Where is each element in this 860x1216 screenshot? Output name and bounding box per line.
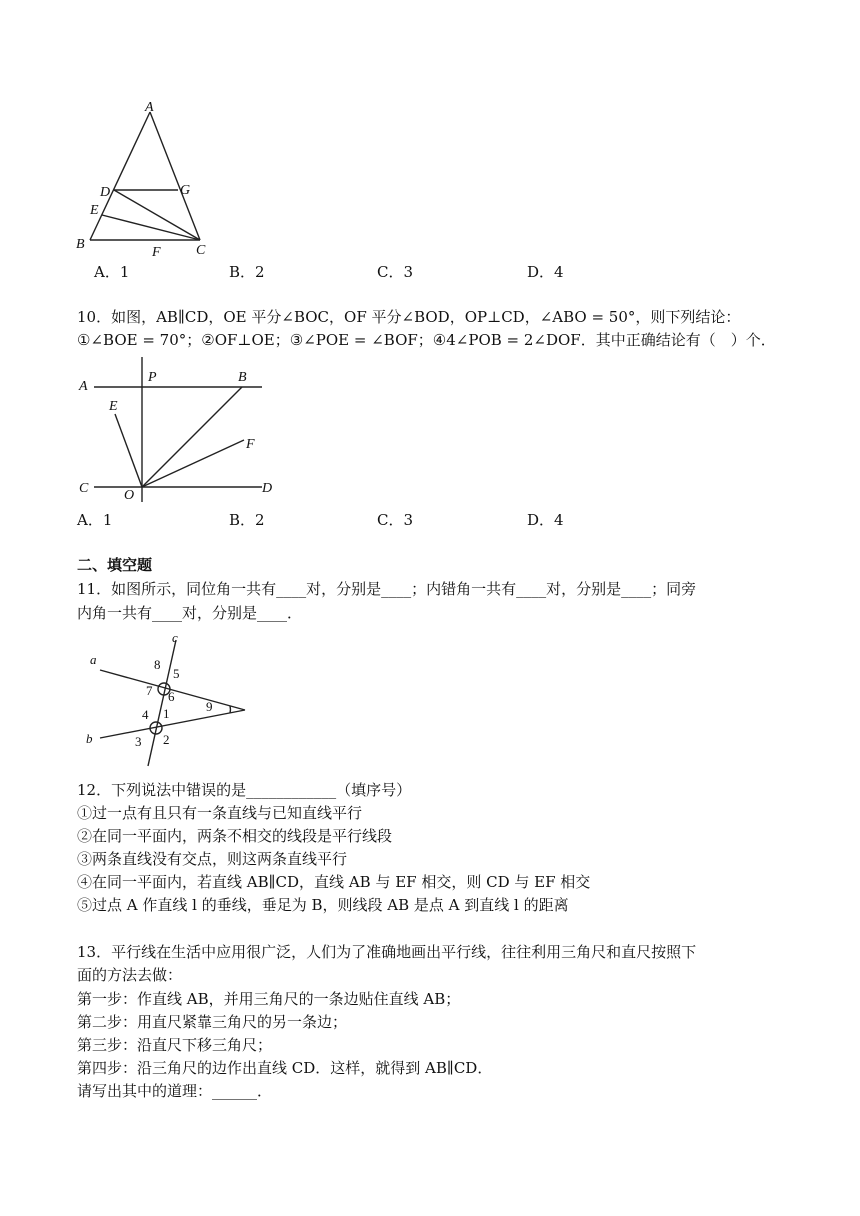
q11-label-6: 6 bbox=[168, 689, 175, 704]
q9-label-G: G bbox=[180, 183, 191, 198]
q10-figure bbox=[72, 352, 292, 512]
q13-stem-line2: 面的方法去做： bbox=[77, 966, 183, 984]
q9-option-d: D．4 bbox=[527, 263, 564, 281]
q11-label-5: 5 bbox=[173, 666, 180, 681]
q10-label-F: F bbox=[246, 437, 255, 452]
q13-step-2: 第二步：用直尺紧靠三角尺的另一条边； bbox=[77, 1013, 348, 1031]
q10-stem-line2: ①∠BOE = 70°；②OF⊥OE；③∠POE = ∠BOF；④4∠POB = 2∠DOF．其中正确结论有（ ）个． bbox=[77, 331, 776, 349]
q10-option-d: D．4 bbox=[527, 511, 564, 529]
q11-label-c: c bbox=[172, 630, 178, 645]
q13-stem-line1: 13．平行线在生活中应用很广泛，人们为了准确地画出平行线，往往利用三角尺和直尺按照下 bbox=[77, 943, 697, 961]
q11-label-2: 2 bbox=[163, 732, 170, 747]
q10-label-E: E bbox=[109, 399, 118, 414]
q11-label-1: 1 bbox=[163, 706, 170, 721]
q11-label-3: 3 bbox=[135, 734, 142, 749]
q13-ask: 请写出其中的道理：______． bbox=[77, 1082, 273, 1100]
q12-item-3: ③两条直线没有交点，则这两条直线平行 bbox=[77, 850, 348, 868]
section-heading: 二、填空题 bbox=[77, 556, 153, 574]
q10-option-b: B．2 bbox=[229, 511, 265, 529]
q11-label-b: b bbox=[86, 731, 93, 746]
q12-item-2: ②在同一平面内，两条不相交的线段是平行线段 bbox=[77, 827, 393, 845]
q11-label-9: 9 bbox=[206, 699, 213, 714]
q11-stem-line1: 11．如图所示，同位角一共有____对，分别是____；内错角一共有____对，分别是____；同旁 bbox=[77, 580, 697, 598]
q11-label-7: 7 bbox=[146, 683, 153, 698]
q11-label-4: 4 bbox=[142, 707, 149, 722]
q10-option-a: A．1 bbox=[77, 511, 113, 529]
q9-label-E: E bbox=[90, 203, 99, 218]
q13-step-1: 第一步：作直线 AB，并用三角尺的一条边贴住直线 AB； bbox=[77, 990, 461, 1008]
q9-label-B: B bbox=[76, 237, 85, 252]
q10-label-O: O bbox=[124, 488, 135, 503]
q13-step-4: 第四步：沿三角尺的边作出直线 CD．这样，就得到 AB∥CD． bbox=[77, 1059, 493, 1077]
q12-item-1: ①过一点有且只有一条直线与已知直线平行 bbox=[77, 804, 363, 822]
q12-stem: 12．下列说法中错误的是____________（填序号） bbox=[77, 781, 412, 799]
q9-option-b: B．2 bbox=[229, 263, 265, 281]
q10-option-c: C．3 bbox=[377, 511, 414, 529]
q11-label-a: a bbox=[90, 652, 97, 667]
q12-item-4: ④在同一平面内，若直线 AB∥CD，直线 AB 与 EF 相交，则 CD 与 EF 相交 bbox=[77, 873, 591, 891]
q10-stem-line1: 10．如图，AB∥CD，OE 平分∠BOC，OF 平分∠BOD，OP⊥CD，∠ABO = 50°，则下列结论： bbox=[77, 308, 741, 326]
q10-label-D: D bbox=[262, 481, 273, 496]
q9-figure bbox=[70, 100, 230, 260]
q9-label-A: A bbox=[145, 100, 154, 115]
q9-option-c: C．3 bbox=[377, 263, 414, 281]
q13-step-3: 第三步：沿直尺下移三角尺； bbox=[77, 1036, 273, 1054]
q10-label-B: B bbox=[238, 370, 247, 385]
q9-label-D: D bbox=[100, 185, 111, 200]
q9-option-a: A．1 bbox=[94, 263, 130, 281]
q9-label-C: C bbox=[196, 243, 206, 258]
q10-label-A: A bbox=[79, 379, 88, 394]
q11-label-8: 8 bbox=[154, 657, 161, 672]
q10-label-C: C bbox=[79, 481, 89, 496]
q12-item-5: ⑤过点 A 作直线 l 的垂线，垂足为 B，则线段 AB 是点 A 到直线 l 的距离 bbox=[77, 896, 569, 914]
q10-label-P: P bbox=[148, 370, 157, 385]
q11-figure bbox=[80, 628, 260, 768]
q9-label-F: F bbox=[152, 245, 161, 260]
q11-stem-line2: 内角一共有____对，分别是____． bbox=[77, 604, 303, 622]
